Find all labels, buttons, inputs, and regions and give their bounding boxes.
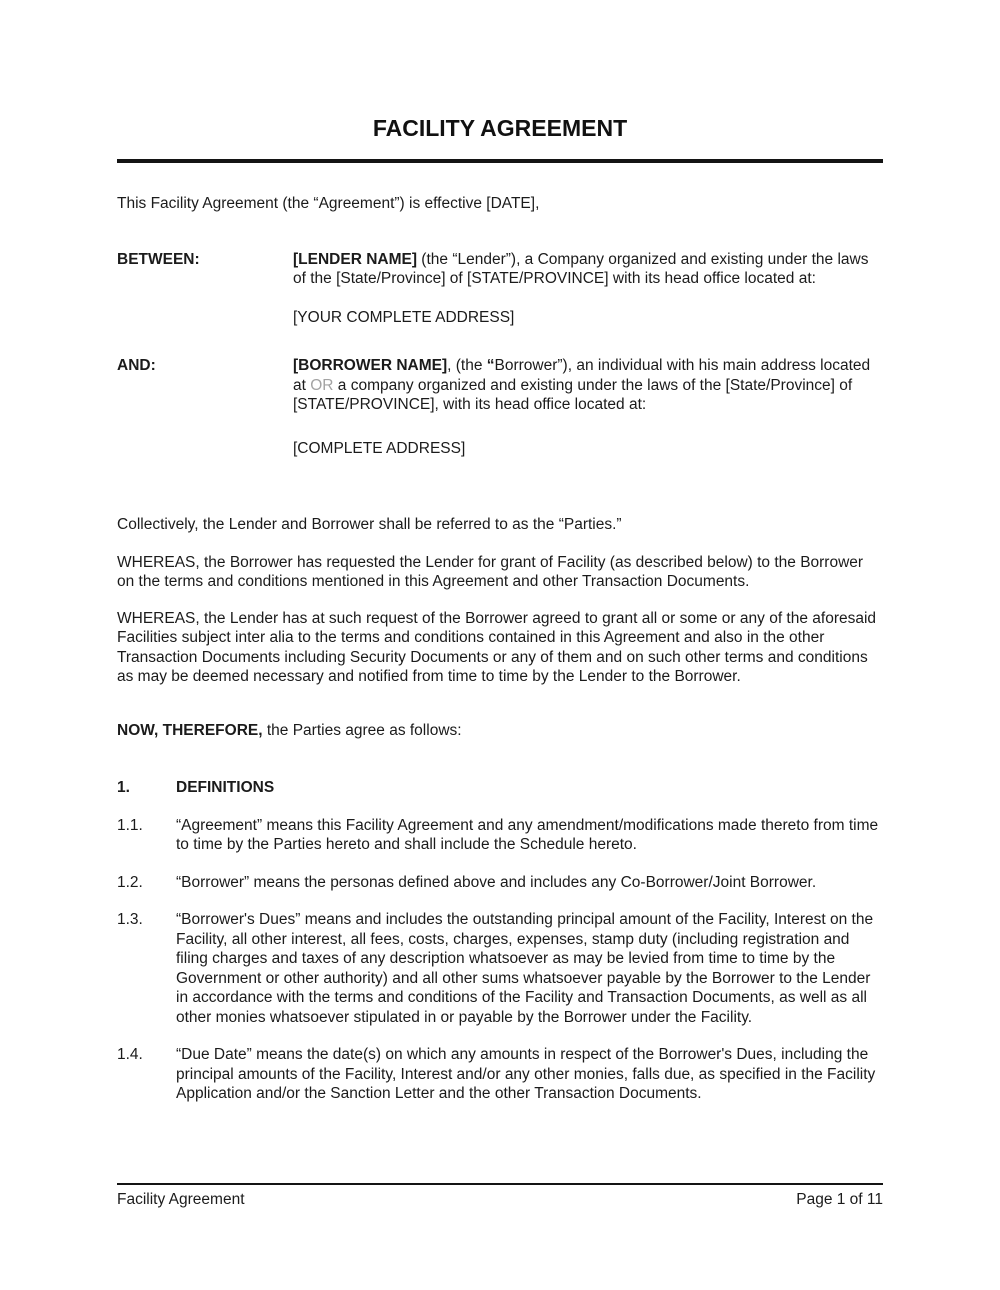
lender-description: (the “Lender”), a Company organized and existing under the laws of the [State/Province] of [STATE/PROVINCE] with its head office located at: [293, 250, 869, 287]
and-body [293, 356, 883, 458]
footer-divider [117, 1183, 883, 1185]
definition-number: 1.3. [117, 911, 143, 928]
definition-item [117, 910, 883, 1027]
whereas-paragraph-2: WHEREAS, the Lender has at such request of the Borrower agreed to grant all or some or any of the aforesaid Facilities subject inter alia to the terms and conditions contained in this Agreement and also in the other Transaction Documents including Security Documents or any of them and on such other terms and conditions as may be deemed necessary and notified from time to time by the Lender to the Borrower. [117, 609, 877, 685]
now-therefore-paragraph [117, 721, 883, 741]
borrower-address-placeholder: [COMPLETE ADDRESS] [293, 439, 466, 457]
borrower-description-2: Borrower”), an individual with his main address located at [293, 357, 871, 394]
definitions-number: 1. [117, 779, 130, 796]
definition-text: “Borrower's Dues” means and includes the outstanding principal amount of the Facility, Interest on the Facility, all other interest, all fees, costs, charges, expenses, stamp duty (including registration and filing charges and taxes of any description whatsoever as may be levied from time to time by the Government or other authority) and all other sums whatsoever payable by the Borrower to the Lender in accordance with the terms and conditions of the Facility and Transaction Documents, as well as all other monies whatsoever stipulated in or payable by the Borrower under the Facility. [176, 911, 874, 1026]
and-block [117, 356, 883, 458]
definition-text: “Agreement” means this Facility Agreement and any amendment/modifications made thereto from time to time by the Parties hereto and shall include the Schedule hereto. [176, 816, 879, 853]
definition-item [117, 816, 883, 855]
lender-paragraph [293, 250, 883, 289]
definition-number: 1.4. [117, 1046, 143, 1063]
title-divider [117, 159, 883, 163]
footer-page-number: Page 1 of 11 [796, 1191, 883, 1208]
definition-item [117, 1045, 883, 1104]
now-therefore-lead: NOW, THEREFORE, [117, 721, 263, 739]
borrower-description-1: , (the [447, 357, 487, 374]
now-therefore-rest: the Parties agree as follows: [262, 721, 462, 739]
definition-item [117, 873, 883, 893]
between-block [117, 250, 883, 328]
borrower-name-placeholder: [BORROWER NAME] [293, 357, 448, 374]
page-footer [117, 1183, 883, 1210]
lender-name-placeholder: [LENDER NAME] [293, 250, 417, 268]
lender-address-placeholder: [YOUR COMPLETE ADDRESS] [293, 308, 515, 326]
definition-text: “Borrower” means the personas defined above and includes any Co-Borrower/Joint Borrower. [176, 873, 817, 891]
definitions-title: DEFINITIONS [176, 779, 275, 796]
page-title: FACILITY AGREEMENT [372, 115, 628, 141]
between-label: BETWEEN: [117, 250, 200, 268]
definition-number: 1.1. [117, 816, 143, 834]
footer-document-title: Facility Agreement [117, 1191, 245, 1208]
borrower-paragraph [293, 356, 883, 415]
borrower-description-3: a company organized and existing under the laws of the [State/Province] of [STATE/PROVINCE], with its head office located at: [293, 376, 853, 413]
whereas-paragraph-1: WHEREAS, the Borrower has requested the Lender for grant of Facility (as described below) to the Borrower on the terms and conditions mentioned in this Agreement and other Transaction Documents. [117, 553, 864, 590]
footer-row [117, 1190, 883, 1210]
definition-number: 1.2. [117, 873, 143, 891]
and-label: AND: [117, 357, 156, 374]
or-alternative-text: OR [310, 376, 334, 394]
between-body [293, 250, 883, 328]
definitions-heading [117, 778, 883, 798]
definition-text: “Due Date” means the date(s) on which any amounts in respect of the Borrower's Dues, including the principal amounts of the Facility, Interest and/or any other monies, falls due, as specified in the Facility Application and/or the Sanction Letter and the other Transaction Documents. [176, 1046, 876, 1102]
borrower-bold-quote: “ [486, 357, 495, 374]
collectively-paragraph: Collectively, the Lender and Borrower shall be referred to as the “Parties.” [117, 516, 622, 533]
intro-paragraph: This Facility Agreement (the “Agreement”) is effective [DATE], [117, 195, 540, 212]
